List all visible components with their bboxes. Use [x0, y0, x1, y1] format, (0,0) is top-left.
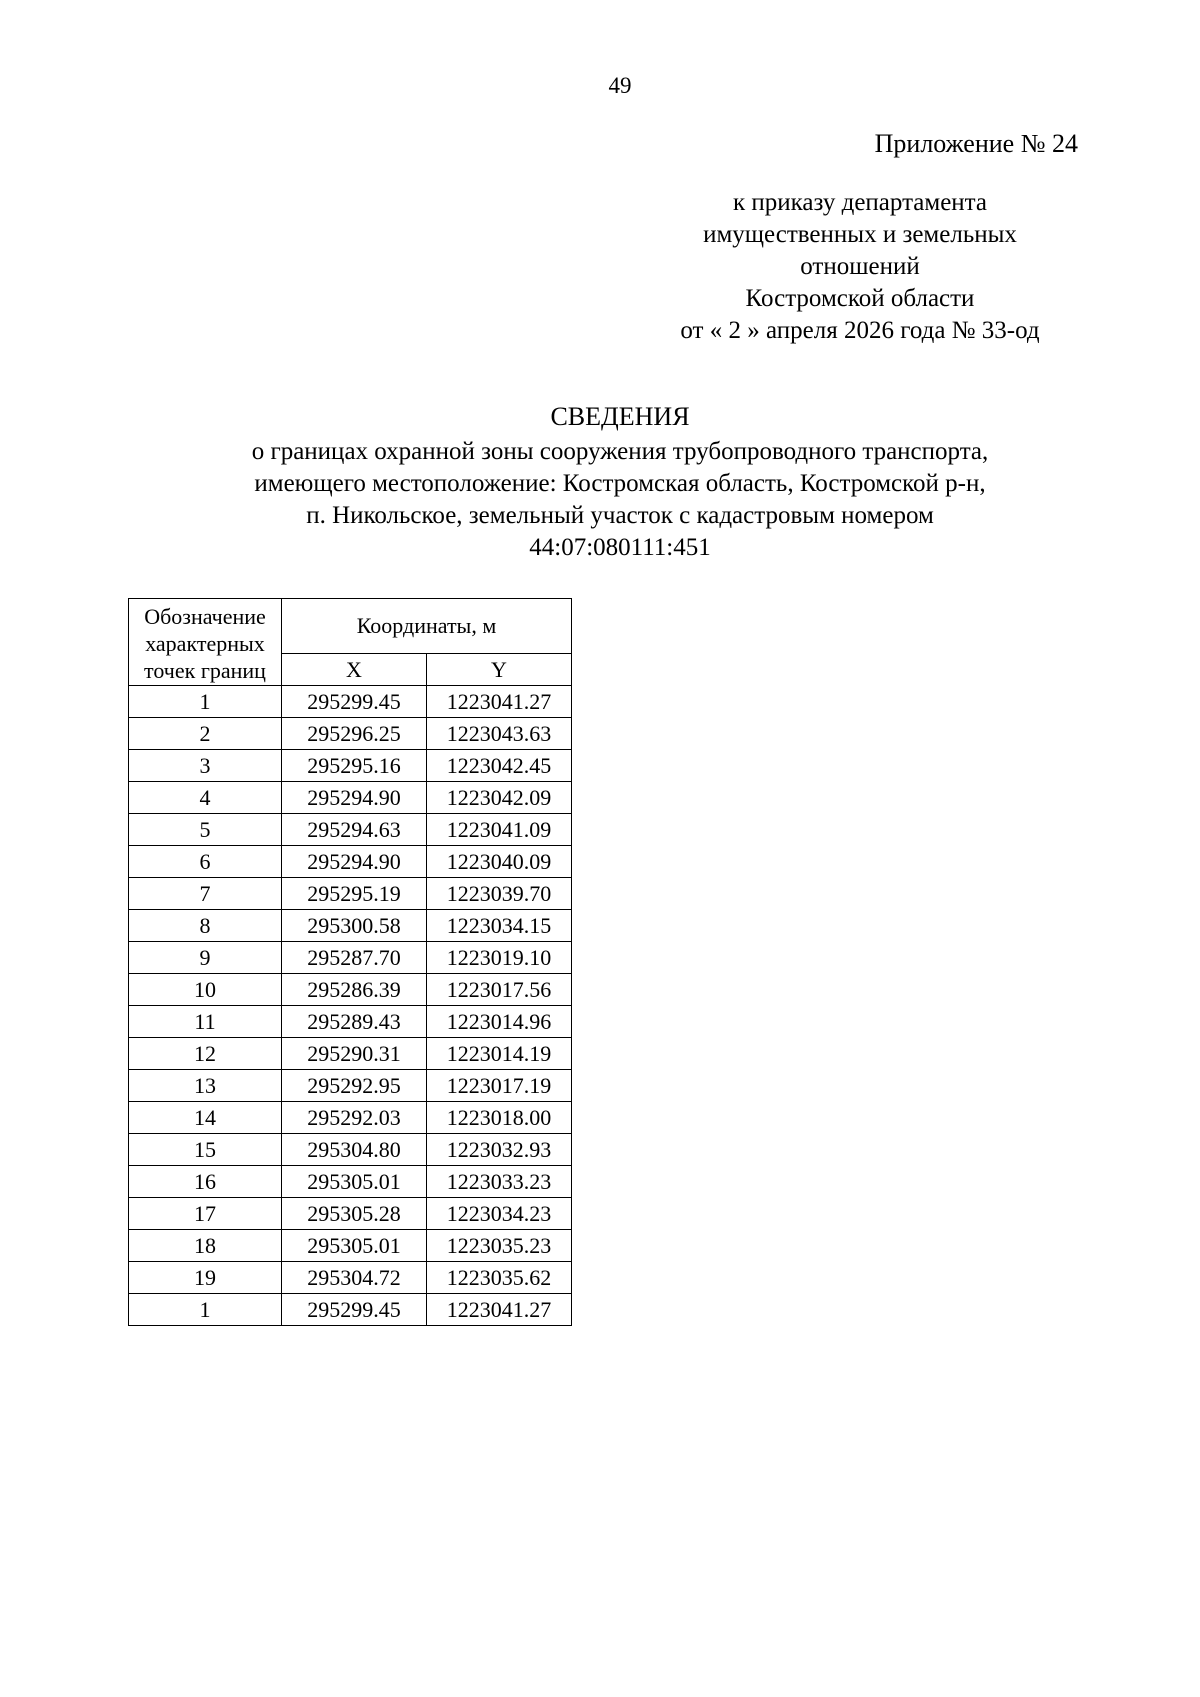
- point-cell: 17: [129, 1198, 282, 1230]
- table-row: [129, 1166, 572, 1198]
- point-cell: 15: [129, 1134, 282, 1166]
- table-row: [129, 1294, 572, 1326]
- y-coordinate-cell: 1223035.62: [427, 1262, 572, 1294]
- x-coordinate-cell: 295290.31: [282, 1038, 427, 1070]
- y-coordinate-cell: 1223018.00: [427, 1102, 572, 1134]
- x-column-header: X: [282, 654, 427, 686]
- table-header-row: [129, 599, 572, 654]
- table-row: [129, 1070, 572, 1102]
- table-row: [129, 910, 572, 942]
- point-cell: 8: [129, 910, 282, 942]
- x-coordinate-cell: 295295.19: [282, 878, 427, 910]
- x-coordinate-cell: 295295.16: [282, 750, 427, 782]
- subtitle-line: п. Никольское, земельный участок с кадастровым номером: [306, 502, 934, 529]
- point-cell: 4: [129, 782, 282, 814]
- table-row: [129, 1006, 572, 1038]
- y-coordinate-cell: 1223042.09: [427, 782, 572, 814]
- y-coordinate-cell: 1223014.96: [427, 1006, 572, 1038]
- x-coordinate-cell: 295294.90: [282, 782, 427, 814]
- table-row: [129, 1102, 572, 1134]
- y-coordinate-cell: 1223041.27: [427, 686, 572, 718]
- table-row: [129, 686, 572, 718]
- table-header: [129, 599, 572, 686]
- y-coordinate-cell: 1223033.23: [427, 1166, 572, 1198]
- y-column-header: Y: [427, 654, 572, 686]
- point-cell: 10: [129, 974, 282, 1006]
- table-row: [129, 750, 572, 782]
- y-coordinate-cell: 1223043.63: [427, 718, 572, 750]
- point-cell: 18: [129, 1230, 282, 1262]
- subtitle-line: о границах охранной зоны сооружения трубопроводного транспорта,: [251, 438, 989, 465]
- table-body: [129, 686, 572, 1326]
- y-coordinate-cell: 1223042.45: [427, 750, 572, 782]
- point-header-line: характерных: [145, 630, 265, 656]
- order-reference-line: к приказу департамента: [732, 189, 988, 216]
- document-title: СВЕДЕНИЯ: [550, 402, 690, 431]
- y-coordinate-cell: 1223032.93: [427, 1134, 572, 1166]
- y-coordinate-cell: 1223014.19: [427, 1038, 572, 1070]
- table-row: [129, 878, 572, 910]
- y-coordinate-cell: 1223035.23: [427, 1230, 572, 1262]
- x-coordinate-cell: 295294.90: [282, 846, 427, 878]
- point-cell: 13: [129, 1070, 282, 1102]
- subtitle-line: имеющего местоположение: Костромская область, Костромской р-н,: [254, 470, 986, 497]
- point-cell: 14: [129, 1102, 282, 1134]
- x-coordinate-cell: 295286.39: [282, 974, 427, 1006]
- x-coordinate-cell: 295296.25: [282, 718, 427, 750]
- order-reference-line: Костромской области: [745, 285, 975, 312]
- table-row: [129, 1262, 572, 1294]
- table-row: [129, 846, 572, 878]
- x-coordinate-cell: 295294.63: [282, 814, 427, 846]
- table-row: [129, 814, 572, 846]
- point-cell: 7: [129, 878, 282, 910]
- x-coordinate-cell: 295305.01: [282, 1230, 427, 1262]
- point-cell: 6: [129, 846, 282, 878]
- point-cell: 3: [129, 750, 282, 782]
- point-cell: 1: [129, 686, 282, 718]
- point-header-line: Обозначение: [144, 603, 266, 629]
- table-row: [129, 1198, 572, 1230]
- order-reference-line: от « 2 » апреля 2026 года № 33-од: [680, 317, 1040, 344]
- appendix-number: Приложение № 24: [874, 129, 1078, 158]
- document-subtitle: [120, 436, 1120, 564]
- order-reference: [600, 187, 1120, 347]
- y-coordinate-cell: 1223019.10: [427, 942, 572, 974]
- point-cell: 11: [129, 1006, 282, 1038]
- x-coordinate-cell: 295292.03: [282, 1102, 427, 1134]
- point-column-header: [129, 599, 282, 686]
- x-coordinate-cell: 295289.43: [282, 1006, 427, 1038]
- y-coordinate-cell: 1223041.27: [427, 1294, 572, 1326]
- table-row: [129, 942, 572, 974]
- point-cell: 5: [129, 814, 282, 846]
- table-row: [129, 1134, 572, 1166]
- x-coordinate-cell: 295305.28: [282, 1198, 427, 1230]
- point-cell: 12: [129, 1038, 282, 1070]
- x-coordinate-cell: 295299.45: [282, 1294, 427, 1326]
- x-coordinate-cell: 295300.58: [282, 910, 427, 942]
- y-coordinate-cell: 1223034.23: [427, 1198, 572, 1230]
- table-row: [129, 1230, 572, 1262]
- y-coordinate-cell: 1223041.09: [427, 814, 572, 846]
- point-cell: 9: [129, 942, 282, 974]
- order-reference-line: имущественных и земельных: [703, 221, 1017, 248]
- table-row: [129, 718, 572, 750]
- point-header-line: точек границ: [144, 657, 266, 683]
- table-row: [129, 1038, 572, 1070]
- page-number: 49: [608, 73, 632, 98]
- point-cell: 16: [129, 1166, 282, 1198]
- y-coordinate-cell: 1223017.56: [427, 974, 572, 1006]
- point-cell: 1: [129, 1294, 282, 1326]
- x-coordinate-cell: 295304.80: [282, 1134, 427, 1166]
- coordinates-table: [128, 598, 572, 1326]
- table-row: [129, 974, 572, 1006]
- x-coordinate-cell: 295292.95: [282, 1070, 427, 1102]
- x-coordinate-cell: 295304.72: [282, 1262, 427, 1294]
- subtitle-line: 44:07:080111:451: [529, 534, 711, 561]
- order-reference-line: отношений: [800, 253, 920, 280]
- y-coordinate-cell: 1223017.19: [427, 1070, 572, 1102]
- point-cell: 2: [129, 718, 282, 750]
- y-coordinate-cell: 1223034.15: [427, 910, 572, 942]
- x-coordinate-cell: 295287.70: [282, 942, 427, 974]
- table-row: [129, 782, 572, 814]
- y-coordinate-cell: 1223040.09: [427, 846, 572, 878]
- point-cell: 19: [129, 1262, 282, 1294]
- coordinates-column-header: Координаты, м: [282, 599, 572, 654]
- x-coordinate-cell: 295299.45: [282, 686, 427, 718]
- y-coordinate-cell: 1223039.70: [427, 878, 572, 910]
- x-coordinate-cell: 295305.01: [282, 1166, 427, 1198]
